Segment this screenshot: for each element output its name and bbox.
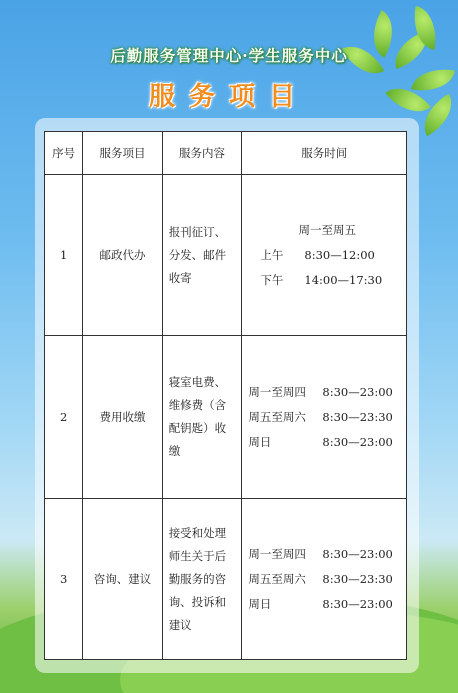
header-item: 服务项目 [83,132,162,175]
time-heading: 周一至周五 [298,222,356,237]
time-label: 下午 [260,272,284,287]
time-hours: 8:30—23:00 [322,546,393,561]
time-label: 周一至周四 [248,546,306,561]
row-time [242,499,407,660]
time-label: 周一至周四 [248,384,306,399]
row-item: 费用收缴 [83,336,162,499]
time-line [248,592,406,617]
time-line [248,380,406,405]
row-no: 1 [45,175,83,336]
time-hours: 8:30—23:00 [322,384,393,399]
header-time: 服务时间 [242,132,407,175]
time-hours: 8:30—23:30 [322,409,393,424]
time-hours: 8:30—23:00 [322,596,393,611]
row-no: 2 [45,336,83,499]
time-label: 周日 [248,596,272,611]
time-line [248,430,406,455]
table-row [45,175,407,336]
row-no: 3 [45,499,83,660]
time-hours: 14:00—17:30 [304,272,383,287]
table-header-row [45,132,407,175]
time-line [248,542,406,567]
header-content: 服务内容 [162,132,242,175]
time-hours: 8:30—12:00 [304,247,375,262]
row-time [242,336,407,499]
time-label: 周日 [248,434,272,449]
time-hours: 8:30—23:00 [322,434,393,449]
row-content: 接受和处理师生关于后勤服务的咨询、投诉和建议 [162,499,242,660]
center-title: 后勤服务管理中心·学生服务中心 [110,46,348,65]
header-no: 序号 [45,132,83,175]
row-item: 咨询、建议 [83,499,162,660]
table-row [45,336,407,499]
time-line [248,567,406,592]
row-item: 邮政代办 [83,175,162,336]
row-content: 报刊征订、分发、邮件收寄 [162,175,242,336]
table-row [45,499,407,660]
time-label: 上午 [260,247,284,262]
page-title: 服务项目 [148,82,309,112]
row-time [242,175,407,336]
time-label: 周五至周六 [248,571,306,586]
time-line [248,243,406,268]
time-line [248,268,406,293]
service-table [44,131,407,660]
row-content: 寝室电费、维修费（含配钥匙）收缴 [162,336,242,499]
time-label: 周五至周六 [248,409,306,424]
time-hours: 8:30—23:30 [322,571,393,586]
time-line [248,405,406,430]
